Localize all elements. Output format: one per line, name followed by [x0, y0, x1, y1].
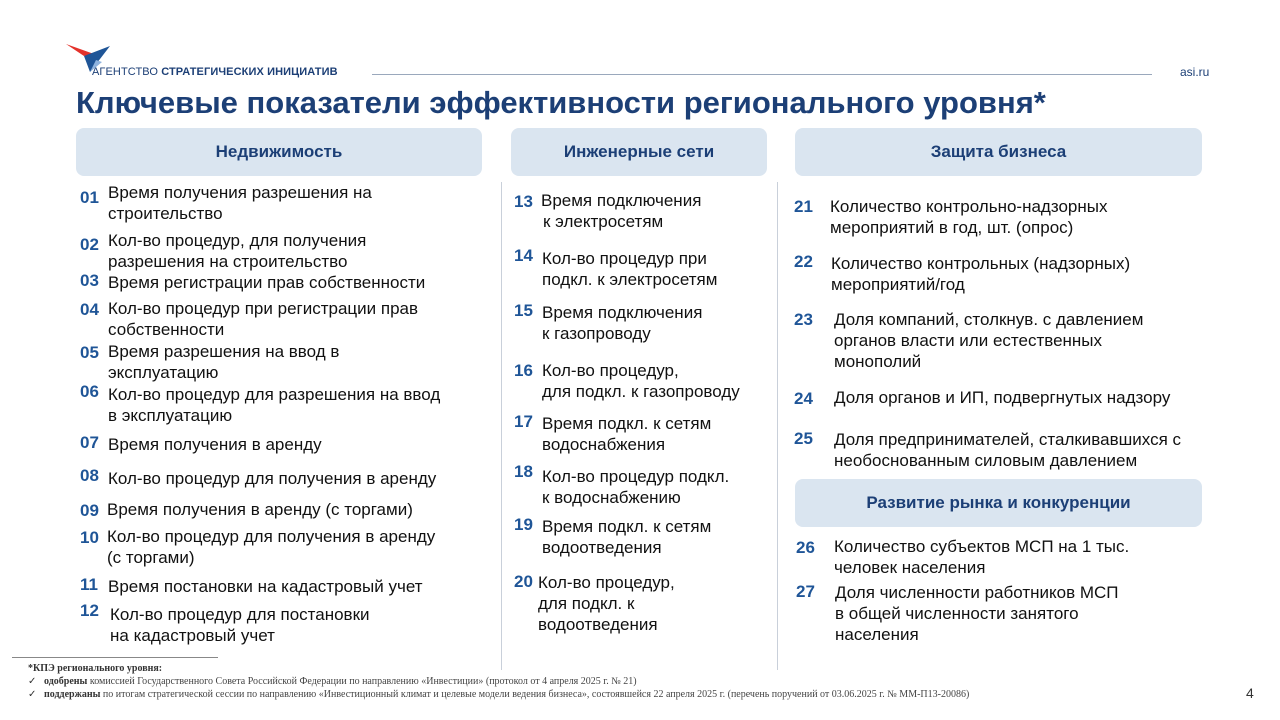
kpi-number: 05: [80, 343, 99, 362]
org-bold: СТРАТЕГИЧЕСКИХ ИНИЦИАТИВ: [161, 66, 338, 78]
kpi-number: 12: [80, 601, 99, 620]
kpi-number: 26: [796, 538, 815, 557]
kpi-number: 25: [794, 429, 813, 448]
kpi-number: 11: [80, 575, 98, 594]
kpi-text: Время подключения: [541, 191, 702, 210]
kpi-text: Время получения разрешения на: [108, 183, 372, 202]
footnote-line-2: поддержаны по итогам стратегической сессии по направлению «Инвестиционный климат и целевые модели ведения бизнеса», состоявшейся 22 апреля 2025 г. (перечень поручений от 03.06.2025 г. № ММ-П13-20086): [44, 689, 970, 700]
kpi-text: Кол-во процедур для получения в аренду: [107, 527, 436, 546]
kpi-number: 19: [514, 515, 533, 534]
kpi-number: 08: [80, 466, 99, 485]
kpi-number: 04: [80, 300, 99, 319]
kpi-text: Время подключения: [542, 303, 703, 322]
page-title: Ключевые показатели эффективности регионального уровня*: [76, 85, 1046, 120]
kpi-text: подкл. к электросетям: [542, 270, 718, 289]
check-icon: ✓: [28, 689, 37, 700]
kpi-number: 03: [80, 271, 99, 290]
footnote-divider: [12, 657, 218, 658]
kpi-text: эксплуатацию: [108, 363, 219, 382]
kpi-text: Время постановки на кадастровый учет: [108, 577, 423, 596]
column-divider: [777, 182, 778, 670]
heading-real-estate: Недвижимость: [76, 128, 482, 176]
kpi-text: строительство: [108, 204, 223, 223]
kpi-text: Время регистрации прав собственности: [108, 273, 426, 292]
kpi-text: разрешения на строительство: [108, 252, 348, 271]
kpi-number: 27: [796, 582, 815, 601]
kpi-text: Кол-во процедур подкл.: [542, 467, 730, 486]
footnote-line-1: одобрены комиссией Государственного Совета Российской Федерации по направлению «Инвестиции» (протокол от 4 апреля 2025 г. № 21): [44, 676, 637, 687]
kpi-number: 02: [80, 235, 99, 254]
column-divider: [501, 182, 502, 670]
kpi-number: 16: [514, 361, 533, 380]
kpi-text: для подкл. к газопроводу: [542, 382, 740, 401]
kpi-text: для подкл. к: [538, 594, 635, 613]
kpi-text: Время разрешения на ввод в: [108, 342, 340, 361]
kpi-text: (с торгами): [107, 548, 195, 567]
heading-business-protection: Защита бизнеса: [795, 128, 1202, 176]
kpi-text: Количество контрольно-надзорных: [830, 197, 1108, 216]
kpi-text: необоснованным силовым давлением: [834, 451, 1138, 470]
kpi-number: 06: [80, 382, 99, 401]
check-icon: ✓: [28, 676, 37, 687]
kpi-text: Кол-во процедур для получения в аренду: [108, 469, 437, 488]
kpi-text: Кол-во процедур,: [538, 573, 675, 592]
kpi-number: 20: [514, 572, 533, 591]
kpi-text: Кол-во процедур при регистрации прав: [108, 299, 419, 318]
kpi-number: 22: [794, 252, 813, 271]
kpi-text: Время подкл. к сетям: [542, 517, 712, 536]
kpi-number: 18: [514, 462, 533, 481]
kpi-text: Время подкл. к сетям: [542, 414, 712, 433]
kpi-text: водоснабжения: [542, 435, 666, 454]
kpi-text: Кол-во процедур при: [542, 249, 707, 268]
kpi-number: 14: [514, 246, 533, 265]
kpi-number: 10: [80, 528, 99, 547]
kpi-text: Доля предпринимателей, сталкивавшихся с: [834, 430, 1182, 449]
kpi-text: населения: [835, 625, 919, 644]
kpi-text: на кадастровый учет: [110, 626, 275, 645]
kpi-text: Доля компаний, столкнув. с давлением: [834, 310, 1144, 329]
header-divider: [372, 74, 1152, 75]
heading-engineering-networks: Инженерные сети: [511, 128, 767, 176]
kpi-number: 07: [80, 433, 99, 452]
kpi-number: 23: [794, 310, 813, 329]
kpi-text: человек населения: [834, 558, 986, 577]
kpi-text: Кол-во процедур для разрешения на ввод: [108, 385, 441, 404]
kpi-number: 21: [794, 197, 813, 216]
kpi-text: в общей численности занятого: [835, 604, 1079, 623]
kpi-text: органов власти или естественных: [834, 331, 1103, 350]
page-number: 4: [1246, 685, 1254, 701]
kpi-text: Количество контрольных (надзорных): [831, 254, 1131, 273]
kpi-text: монополий: [834, 352, 922, 371]
kpi-number: 24: [794, 389, 813, 408]
kpi-text: Время получения в аренду (с торгами): [107, 500, 413, 519]
kpi-number: 13: [514, 192, 533, 211]
org-name: [92, 66, 338, 78]
site-link[interactable]: asi.ru: [1180, 65, 1210, 79]
org-prefix: АГЕНТСТВО: [92, 66, 159, 78]
kpi-number: 17: [514, 412, 533, 431]
kpi-text: к газопроводу: [542, 324, 651, 343]
kpi-text: к электросетям: [543, 212, 664, 231]
kpi-text: Кол-во процедур,: [542, 361, 679, 380]
kpi-text: мероприятий в год, шт. (опрос): [830, 218, 1074, 237]
kpi-text: Количество субъектов МСП на 1 тыс.: [834, 537, 1130, 556]
kpi-text: мероприятий/год: [831, 275, 965, 294]
kpi-text: Время получения в аренду: [108, 435, 322, 454]
kpi-text: к водоснабжению: [542, 488, 681, 507]
kpi-number: 01: [80, 188, 99, 207]
kpi-text: Доля численности работников МСП: [835, 583, 1119, 602]
kpi-number: 09: [80, 501, 99, 520]
kpi-text: в эксплуатацию: [108, 406, 233, 425]
kpi-text: собственности: [108, 320, 225, 339]
kpi-text: Доля органов и ИП, подвергнутых надзору: [834, 388, 1171, 407]
kpi-number: 15: [514, 301, 533, 320]
footnote-title: *КПЭ регионального уровня:: [28, 663, 163, 674]
kpi-text: Кол-во процедур для постановки: [110, 605, 370, 624]
kpi-text: Кол-во процедур, для получения: [108, 231, 367, 250]
kpi-text: водоотведения: [538, 615, 658, 634]
heading-market-development: Развитие рынка и конкуренции: [795, 479, 1202, 527]
kpi-text: водоотведения: [542, 538, 662, 557]
